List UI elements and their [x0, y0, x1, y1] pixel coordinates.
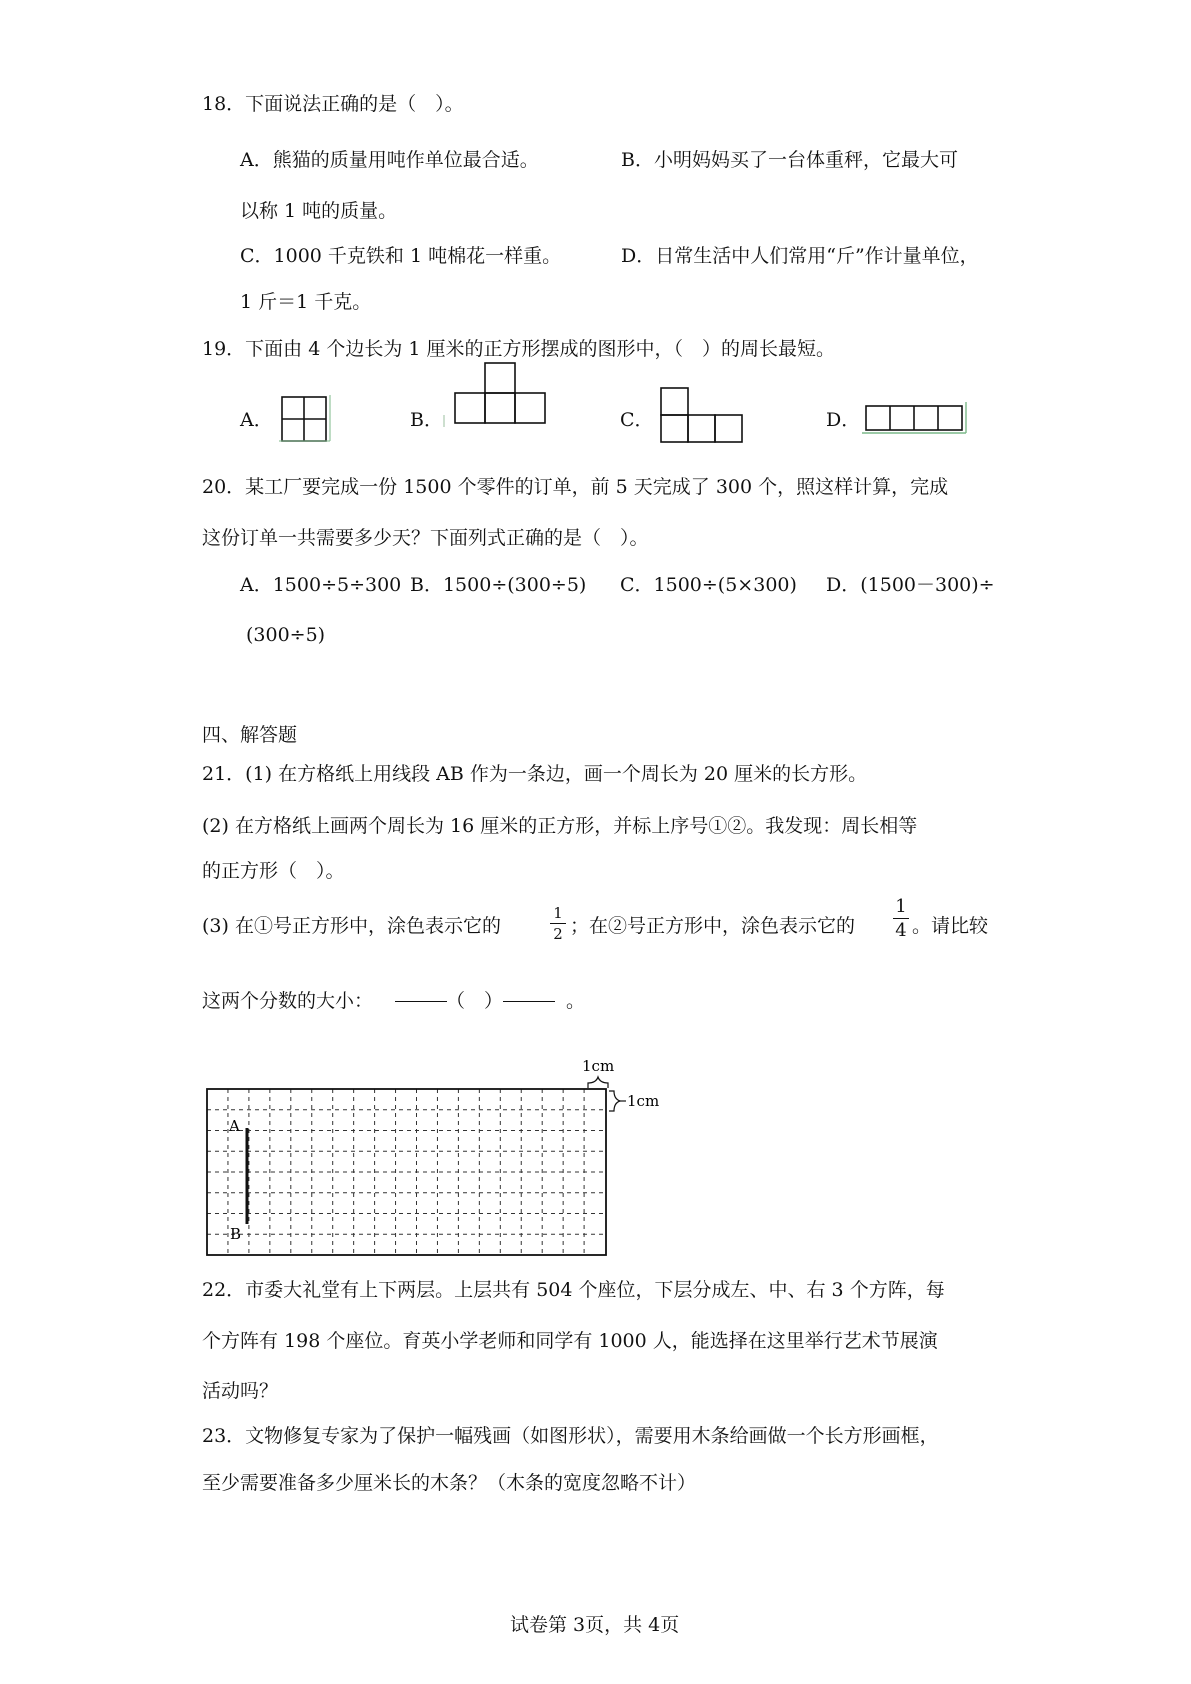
- grid-dashed-lines: [207, 1089, 606, 1255]
- q21-part1: 21．(1) 在方格纸上用线段 AB 作为一条边，画一个周长为 20 厘米的长方形。: [202, 763, 868, 785]
- q18-stem: 18．下面说法正确的是（ ）。: [202, 93, 464, 115]
- q23-line-2: 至少需要准备多少厘米长的木条？（木条的宽度忽略不计）: [202, 1472, 697, 1494]
- section-title: 四、解答题: [202, 724, 298, 746]
- grid-label-top: 1cm: [582, 1057, 615, 1075]
- point-b-label: B: [230, 1225, 242, 1243]
- q19-figure-b: [443, 360, 549, 452]
- q19-figure-a: [278, 394, 332, 446]
- q20-option-b: B．1500÷(300÷5): [410, 574, 587, 596]
- q21-compare-end: 。: [566, 990, 586, 1012]
- fraction-one-half: [550, 905, 566, 942]
- q19-figure-d: [862, 402, 968, 438]
- q20-stem: 20．某工厂要完成一份 1500 个零件的订单，前 5 天完成了 300 个，照这样计算，完成: [202, 476, 949, 498]
- answer-blank-right: [503, 1001, 555, 1002]
- fraction-denominator: 2: [553, 925, 563, 943]
- q20-option-c: C．1500÷(5×300): [620, 574, 797, 596]
- q22-line-2: 个方阵有 198 个座位。育英小学老师和同学有 1000 人，能选择在这里举行艺术节展演: [202, 1330, 938, 1352]
- q21-compare-text: 这两个分数的大小：: [202, 990, 374, 1012]
- q18-option-a: A．熊猫的质量用吨作单位最合适。: [240, 149, 539, 171]
- fraction-numerator: 1: [895, 896, 907, 917]
- answer-blank-left: [395, 1001, 447, 1002]
- q19-label-d: D．: [826, 409, 861, 431]
- q20-stem-cont: 这份订单一共需要多少天？下面列式正确的是（ ）。: [202, 527, 649, 549]
- q19-label-a: A．: [240, 409, 273, 431]
- grid-paper: [200, 1050, 660, 1270]
- point-a-label: A: [229, 1117, 240, 1135]
- q18-option-d: D．日常生活中人们常用“斤”作计量单位，: [621, 245, 979, 267]
- q18-option-b-cont: 以称 1 吨的质量。: [240, 200, 398, 222]
- q21-part2-cont: 的正方形（ ）。: [202, 860, 345, 882]
- brace-right-icon: [609, 1091, 620, 1111]
- q18-option-d-cont: 1 斤＝1 千克。: [240, 291, 372, 313]
- fraction-numerator: 1: [553, 904, 563, 922]
- q20-option-a: A．1500÷5÷300: [240, 574, 402, 596]
- q19-label-b: B．: [410, 409, 443, 431]
- q18-option-c: C．1000 千克铁和 1 吨棉花一样重。: [240, 245, 562, 267]
- q19-label-c: C．: [620, 409, 654, 431]
- q22-line-1: 22．市委大礼堂有上下两层。上层共有 504 个座位，下层分成左、中、右 3 个方阵，每: [202, 1279, 945, 1301]
- brace-top-icon: [588, 1077, 608, 1088]
- q21-part3-text-1: (3) 在①号正方形中，涂色表示它的: [202, 915, 501, 937]
- q19-stem: 19．下面由 4 个边长为 1 厘米的正方形摆成的图形中，（ ）的周长最短。: [202, 338, 836, 360]
- page-footer: 试卷第 3页，共 4页: [510, 1614, 680, 1636]
- grid-label-right: 1cm: [627, 1092, 660, 1110]
- q20-option-d-cont: (300÷5): [246, 624, 326, 646]
- q19-figure-c: [658, 385, 750, 451]
- fraction-one-quarter: [893, 897, 909, 940]
- q21-compare-paren: （ ）: [446, 990, 504, 1012]
- q20-option-d: D．(1500－300)÷: [826, 574, 995, 596]
- q21-part3-text-3: 。请比较: [912, 915, 989, 937]
- q23-line-1: 23．文物修复专家为了保护一幅残画（如图形状），需要用木条给画做一个长方形画框，: [202, 1425, 939, 1447]
- q21-part2: (2) 在方格纸上画两个周长为 16 厘米的正方形，并标上序号①②。我发现：周长相等: [202, 815, 918, 837]
- q22-line-3: 活动吗？: [202, 1380, 279, 1402]
- q21-part3-text-2: ；在②号正方形中，涂色表示它的: [570, 915, 856, 937]
- q18-option-b: B．小明妈妈买了一台体重秤，它最大可: [621, 149, 958, 171]
- fraction-denominator: 4: [895, 920, 907, 941]
